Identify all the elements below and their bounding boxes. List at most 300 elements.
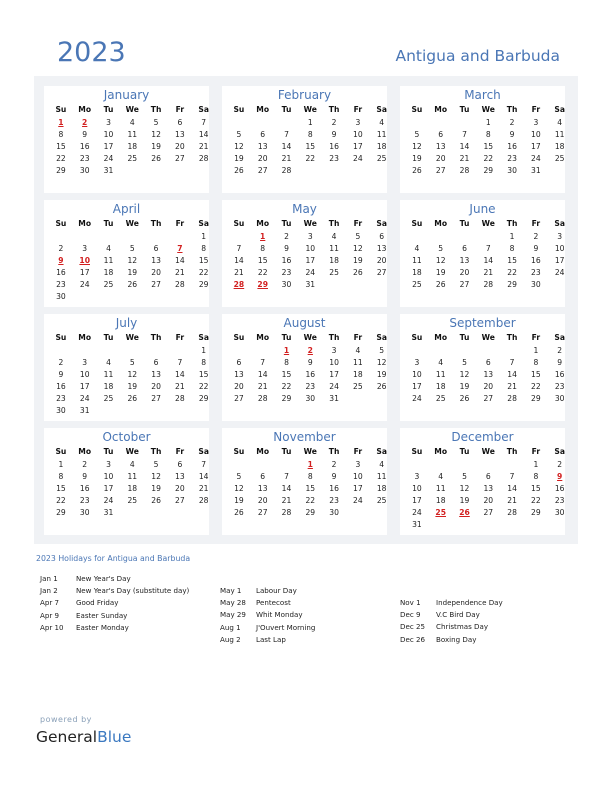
holiday-day: 9: [58, 256, 64, 265]
day-cell: 14: [175, 256, 185, 265]
weekday-label: We: [303, 447, 317, 456]
holiday-date: Nov 1: [400, 598, 421, 607]
weekday-label: Su: [233, 219, 245, 228]
week-row: [49, 279, 211, 291]
weekday-label: Sa: [376, 447, 387, 456]
weekday-label: Th: [506, 219, 518, 228]
day-cell: 10: [412, 370, 422, 379]
day-cell: 8: [260, 244, 266, 253]
day-cell: 29: [305, 508, 316, 517]
holiday-date: Dec 9: [400, 610, 421, 620]
day-cell: [548, 519, 572, 531]
day-cell: 11: [412, 256, 422, 265]
week-row: [405, 255, 567, 267]
day-cell: 15: [198, 256, 209, 265]
day-cell: 27: [257, 508, 268, 517]
week-row: [405, 459, 567, 471]
holiday-item: [400, 609, 590, 621]
day-cell: 3: [331, 346, 337, 355]
weekday-header: [405, 104, 567, 116]
month-june: [400, 200, 565, 307]
day-cell: 23: [531, 268, 541, 277]
day-cell: 25: [412, 280, 422, 289]
weekday-label: We: [125, 219, 139, 228]
holiday-name: Independence Day: [436, 598, 503, 607]
day-cell: [97, 345, 121, 357]
day-cell: 16: [79, 142, 90, 151]
day-cell: 25: [329, 268, 339, 277]
month-july: [44, 314, 209, 421]
holiday-date: Apr 7: [40, 598, 60, 608]
day-cell: 13: [234, 370, 244, 379]
day-cell: [168, 165, 192, 177]
day-cell: 17: [103, 142, 114, 151]
weekday-header: [405, 332, 567, 344]
day-cell: 8: [58, 472, 64, 481]
holiday-day: 29: [257, 280, 268, 289]
day-cell: 30: [554, 508, 565, 517]
day-cell: 5: [129, 244, 135, 253]
weekday-label: Fr: [353, 333, 363, 342]
week-row: [405, 153, 567, 165]
day-cell: 6: [438, 130, 444, 139]
day-cell: 14: [198, 472, 209, 481]
day-cell: [275, 117, 299, 129]
day-cell: 23: [305, 382, 316, 391]
day-cell: 21: [198, 484, 209, 493]
day-cell: 1: [201, 346, 207, 355]
day-cell: 27: [175, 496, 185, 505]
day-cell: 1: [307, 118, 313, 127]
day-cell: 30: [554, 394, 565, 403]
day-cell: 2: [58, 244, 64, 253]
week-row: [405, 357, 567, 369]
day-cell: 25: [353, 382, 363, 391]
day-cell: 13: [376, 244, 387, 253]
day-cell: 18: [103, 268, 114, 277]
day-cell: [251, 459, 275, 471]
day-cell: 5: [462, 472, 467, 481]
day-cell: 22: [257, 268, 268, 277]
weekday-label: Mo: [434, 333, 448, 342]
day-cell: 20: [151, 382, 161, 391]
day-cell: 29: [281, 394, 292, 403]
day-cell: [346, 279, 370, 291]
day-cell: 17: [329, 370, 339, 379]
day-cell: 12: [234, 484, 244, 493]
day-cell: [168, 291, 192, 303]
day-cell: 29: [198, 280, 209, 289]
day-cell: [227, 345, 251, 357]
day-cell: 10: [412, 484, 422, 493]
day-cell: 16: [281, 256, 292, 265]
day-cell: 22: [305, 154, 316, 163]
day-cell: 20: [459, 268, 470, 277]
weekday-label: Sa: [376, 105, 387, 114]
day-cell: 3: [557, 232, 563, 241]
week-row: [405, 507, 567, 519]
day-cell: [144, 507, 168, 519]
day-cell: 1: [58, 460, 64, 469]
day-cell: 26: [234, 166, 244, 175]
day-cell: 7: [485, 244, 491, 253]
week-row: [49, 495, 211, 507]
day-cell: 27: [257, 166, 268, 175]
weekday-label: Th: [328, 447, 340, 456]
day-cell: 23: [554, 496, 565, 505]
weekday-label: Mo: [256, 105, 270, 114]
week-row: [49, 393, 211, 405]
weekday-header: [227, 218, 389, 230]
weekday-label: We: [125, 333, 139, 342]
day-cell: 12: [234, 142, 244, 151]
day-cell: 6: [485, 358, 491, 367]
day-cell: 9: [82, 130, 88, 139]
day-cell: 8: [58, 130, 64, 139]
weekday-label: We: [481, 447, 495, 456]
weekday-header: [227, 332, 389, 344]
day-cell: 2: [557, 460, 563, 469]
day-cell: 24: [412, 508, 422, 517]
holiday-column: [220, 585, 410, 646]
day-cell: 7: [260, 358, 266, 367]
day-cell: [168, 405, 192, 417]
month-may: [222, 200, 387, 307]
day-cell: 19: [151, 142, 161, 151]
holiday-date: May 29: [220, 610, 246, 620]
day-cell: 14: [483, 256, 494, 265]
day-cell: [370, 393, 394, 405]
weekday-label: Tu: [459, 105, 470, 114]
weekday-label: Fr: [353, 219, 363, 228]
week-row: [49, 369, 211, 381]
day-cell: [405, 231, 429, 243]
day-cell: 29: [507, 280, 517, 289]
day-cell: [346, 507, 370, 519]
day-cell: 16: [56, 268, 66, 277]
day-cell: [298, 165, 322, 177]
day-cell: 10: [531, 130, 541, 139]
day-cell: 8: [533, 472, 539, 481]
day-cell: 15: [531, 370, 541, 379]
day-cell: 17: [353, 484, 363, 493]
week-row: [227, 357, 389, 369]
weekday-label: Mo: [434, 105, 448, 114]
day-cell: 9: [331, 472, 337, 481]
day-cell: 30: [531, 280, 541, 289]
day-cell: 3: [355, 460, 361, 469]
day-cell: 6: [153, 244, 159, 253]
weekday-label: Tu: [281, 333, 292, 342]
weekday-label: Tu: [103, 447, 114, 456]
weekday-label: Fr: [353, 447, 363, 456]
month-february: [222, 86, 387, 193]
week-row: [405, 129, 567, 141]
week-row: [49, 459, 211, 471]
month-name: June: [469, 202, 496, 216]
day-cell: 4: [379, 460, 385, 469]
weekday-label: Su: [411, 333, 423, 342]
holiday-item: [400, 597, 590, 609]
week-row: [49, 267, 211, 279]
day-cell: 5: [236, 130, 242, 139]
week-row: [227, 165, 389, 177]
weekday-label: Th: [150, 447, 162, 456]
holiday-item: [220, 634, 410, 646]
day-cell: 5: [153, 460, 159, 469]
day-cell: 15: [531, 484, 541, 493]
week-row: [49, 471, 211, 483]
holiday-item: [220, 622, 410, 634]
week-row: [49, 153, 211, 165]
day-cell: 4: [331, 232, 337, 241]
day-cell: 14: [175, 370, 185, 379]
holiday-name: New Year's Day (substitute day): [76, 586, 190, 596]
weekday-label: Sa: [554, 219, 565, 228]
day-cell: 19: [376, 370, 387, 379]
day-cell: 13: [175, 130, 185, 139]
month-name: April: [112, 202, 141, 216]
day-cell: 9: [307, 358, 313, 367]
day-cell: 5: [355, 232, 361, 241]
day-cell: 19: [234, 496, 244, 505]
holiday-date: Apr 9: [40, 610, 60, 620]
day-cell: 7: [462, 130, 467, 139]
day-cell: 26: [151, 496, 161, 505]
week-row: [405, 243, 567, 255]
day-cell: 21: [281, 496, 292, 505]
week-row: [49, 483, 211, 495]
day-cell: 13: [435, 142, 446, 151]
weekday-label: Fr: [531, 105, 541, 114]
day-cell: [370, 165, 394, 177]
day-cell: 27: [435, 166, 446, 175]
weekday-label: Th: [328, 219, 340, 228]
weekday-label: Su: [55, 219, 67, 228]
day-cell: 21: [459, 154, 470, 163]
week-row: [49, 231, 211, 243]
week-row: [227, 483, 389, 495]
day-cell: 2: [533, 232, 539, 241]
week-row: [227, 381, 389, 393]
month-name: May: [292, 202, 317, 216]
holiday-name: New Year's Day: [76, 574, 131, 583]
holiday-item: [40, 622, 230, 634]
day-cell: [73, 291, 97, 303]
day-cell: 19: [234, 154, 244, 163]
day-cell: 3: [307, 232, 313, 241]
day-cell: 8: [284, 358, 289, 367]
day-cell: 13: [257, 142, 268, 151]
day-cell: 29: [531, 508, 541, 517]
day-cell: 27: [151, 280, 161, 289]
weekday-label: Mo: [256, 219, 270, 228]
weekday-label: Su: [411, 447, 423, 456]
day-cell: 13: [459, 256, 470, 265]
month-name: August: [283, 316, 326, 330]
day-cell: [144, 165, 168, 177]
day-cell: 30: [56, 406, 66, 415]
day-cell: 22: [281, 382, 292, 391]
weekday-label: Su: [55, 105, 67, 114]
day-cell: [429, 117, 453, 129]
day-cell: 16: [329, 484, 339, 493]
day-cell: 15: [305, 142, 316, 151]
day-cell: 17: [353, 142, 363, 151]
holiday-day: 28: [233, 280, 245, 289]
week-row: [227, 153, 389, 165]
day-cell: 23: [554, 382, 565, 391]
day-cell: [453, 519, 477, 531]
day-cell: 31: [305, 280, 316, 289]
day-cell: 26: [376, 382, 387, 391]
day-cell: 18: [435, 496, 446, 505]
day-cell: [192, 507, 216, 519]
holiday-day: 1: [307, 460, 313, 469]
day-cell: 7: [201, 460, 207, 469]
day-cell: 14: [507, 484, 517, 493]
day-cell: 28: [198, 496, 209, 505]
weekday-label: Tu: [459, 219, 470, 228]
day-cell: [192, 405, 216, 417]
week-row: [49, 345, 211, 357]
day-cell: 25: [127, 496, 138, 505]
week-row: [49, 507, 211, 519]
day-cell: 11: [435, 370, 446, 379]
day-cell: 21: [507, 496, 517, 505]
weekday-label: Su: [55, 447, 67, 456]
day-cell: 24: [79, 394, 90, 403]
week-row: [405, 165, 567, 177]
day-cell: 12: [353, 244, 363, 253]
day-cell: 28: [175, 280, 185, 289]
holiday-date: May 28: [220, 598, 246, 608]
weekday-header: [49, 332, 211, 344]
weekday-label: Sa: [198, 105, 209, 114]
brand-logo[interactable]: [36, 728, 131, 746]
weekday-label: We: [303, 333, 317, 342]
day-cell: 26: [234, 508, 244, 517]
holiday-date: Jan 2: [40, 586, 58, 596]
day-cell: 24: [103, 154, 114, 163]
day-cell: 11: [127, 130, 138, 139]
day-cell: 20: [483, 496, 494, 505]
powered-by-text: powered by: [40, 715, 92, 724]
day-cell: 18: [329, 256, 339, 265]
day-cell: [144, 345, 168, 357]
day-cell: 3: [106, 118, 111, 127]
day-cell: 21: [257, 382, 268, 391]
day-cell: 11: [435, 484, 446, 493]
day-cell: 17: [79, 382, 90, 391]
day-cell: 5: [129, 358, 135, 367]
day-cell: 4: [129, 118, 135, 127]
holiday-day: 26: [459, 508, 470, 517]
weekday-label: Mo: [78, 105, 92, 114]
day-cell: 13: [257, 484, 268, 493]
day-cell: 25: [376, 154, 387, 163]
day-cell: 3: [414, 472, 420, 481]
day-cell: 29: [531, 394, 541, 403]
day-cell: 31: [103, 166, 114, 175]
day-cell: [168, 345, 192, 357]
day-cell: [97, 291, 121, 303]
day-cell: 30: [56, 292, 66, 301]
day-cell: 25: [103, 394, 114, 403]
day-cell: [370, 279, 394, 291]
day-cell: 7: [201, 118, 207, 127]
weekday-label: Tu: [281, 447, 292, 456]
brand-general: General: [36, 728, 98, 746]
day-cell: 18: [376, 484, 387, 493]
day-cell: 6: [260, 472, 266, 481]
holiday-item: [400, 634, 590, 646]
day-cell: 14: [198, 130, 209, 139]
day-cell: [453, 117, 477, 129]
day-cell: [476, 459, 500, 471]
weekday-label: Tu: [459, 447, 470, 456]
holiday-day: 2: [307, 346, 313, 355]
day-cell: 9: [557, 358, 563, 367]
weekday-label: Su: [411, 105, 423, 114]
day-cell: [453, 459, 477, 471]
day-cell: 18: [103, 382, 114, 391]
day-cell: 31: [531, 166, 541, 175]
day-cell: 9: [284, 244, 289, 253]
day-cell: 17: [79, 268, 90, 277]
holiday-date: Aug 1: [220, 622, 241, 632]
day-cell: [429, 519, 453, 531]
day-cell: 26: [412, 166, 422, 175]
weekday-label: Su: [411, 219, 423, 228]
month-september: [400, 314, 565, 421]
weekday-label: Fr: [175, 219, 185, 228]
day-cell: 5: [462, 358, 467, 367]
day-cell: 5: [438, 244, 444, 253]
day-cell: 1: [201, 232, 207, 241]
weekday-header: [227, 104, 389, 116]
day-cell: [192, 165, 216, 177]
day-cell: 23: [281, 268, 292, 277]
week-row: [49, 117, 211, 129]
day-cell: 19: [127, 382, 138, 391]
week-row: [405, 483, 567, 495]
day-cell: 11: [376, 130, 387, 139]
day-cell: 14: [281, 142, 292, 151]
holiday-column: [400, 597, 590, 646]
holiday-day: 9: [557, 472, 563, 481]
week-row: [49, 291, 211, 303]
day-cell: 4: [557, 118, 563, 127]
day-cell: 18: [554, 142, 565, 151]
day-cell: 24: [353, 154, 363, 163]
holiday-date: Dec 25: [400, 622, 426, 632]
day-cell: 11: [103, 370, 114, 379]
week-row: [405, 345, 567, 357]
day-cell: 2: [58, 358, 64, 367]
day-cell: 17: [554, 256, 565, 265]
week-row: [227, 369, 389, 381]
day-cell: [120, 291, 144, 303]
holiday-name: Easter Sunday: [76, 610, 128, 620]
day-cell: 30: [79, 166, 90, 175]
holiday-item: [40, 610, 230, 622]
day-cell: 20: [483, 382, 494, 391]
day-cell: 2: [557, 346, 563, 355]
holiday-name: Labour Day: [256, 586, 297, 595]
day-cell: 6: [177, 460, 183, 469]
day-cell: 28: [507, 394, 517, 403]
